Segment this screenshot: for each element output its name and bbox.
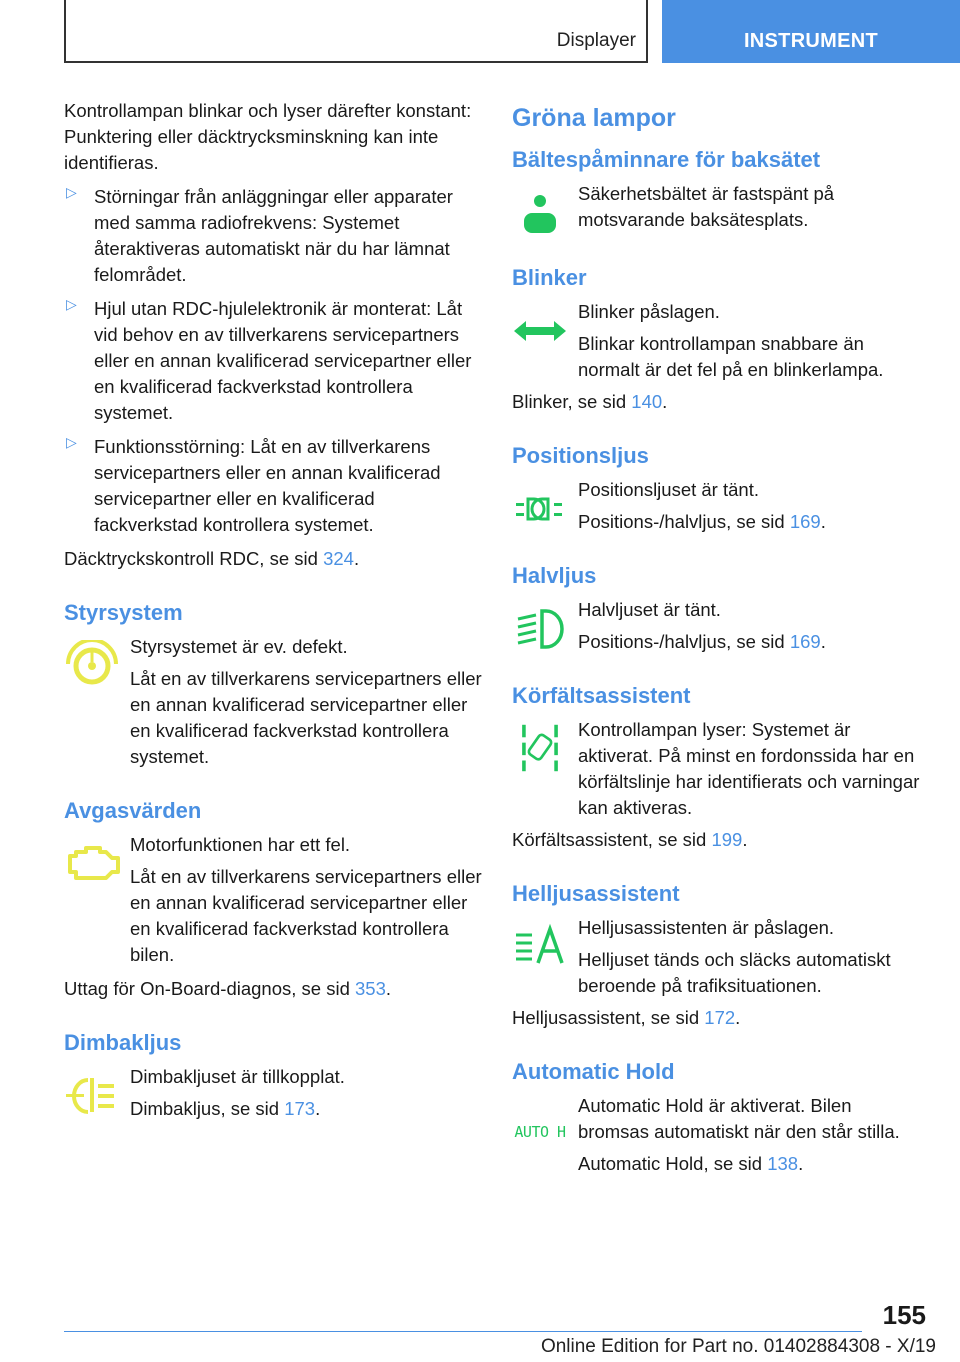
- header-tab-instrument[interactable]: INSTRUMENT: [662, 0, 960, 63]
- dimbakljus-block: Dimbakljuset är tillkopplat. Dimbakljus, se sid 173.: [64, 1064, 482, 1122]
- avgas-block: Motorfunktionen har ett fel. Låt en av tillverkarens servicepartners eller en annan kvalificerad servicepartner eller en kvalificerad fackverkstad kontrollera bilen.: [64, 832, 482, 968]
- halv-reference: Positions-/halvljus, se sid 169.: [578, 631, 826, 652]
- low-beam-icon: [512, 603, 568, 653]
- korf-reference: Körfältsassistent, se sid 199.: [512, 829, 748, 850]
- korfalt-block: Kontrollampan lyser: Systemet är aktiverat. På minst en fordonssida har en körfältslinje har identifierats och varningar kan aktiveras.: [512, 717, 922, 821]
- helljus-block: Helljusassistenten är påslagen. Helljuset tänds och släcks automatiskt beroende på trafiksituationen.: [512, 915, 922, 999]
- high-beam-assist-icon: [512, 921, 568, 971]
- auto-hold-icon: AUTO H: [514, 1123, 566, 1141]
- section-title-helljus: Helljusassistent: [512, 881, 680, 906]
- blinker-block: Blinker påslagen. Blinkar kontrollampan snabbare än normalt är det fel på en blinkerlampa.: [512, 299, 922, 383]
- section-title-dimbakljus: Dimbakljus: [64, 1030, 182, 1055]
- page-link[interactable]: 199: [711, 829, 743, 850]
- left-column: [64, 98, 482, 1128]
- styrsystem-block: Styrsystemet är ev. defekt. Låt en av tillverkarens servicepartners eller en annan kvalificerad servicepartner eller en kvalificerad fackverkstad kontrollera systemet.: [64, 634, 482, 770]
- triangle-bullet-icon: ▷: [66, 296, 77, 312]
- seatbelt-person-icon: [512, 187, 568, 237]
- page-link[interactable]: 173: [284, 1098, 316, 1119]
- section-title-korfalt: Körfältsassistent: [512, 683, 691, 708]
- section-title-automatic-hold: Automatic Hold: [512, 1059, 675, 1084]
- page-link[interactable]: 140: [631, 391, 663, 412]
- positionsljus-block: Positionsljuset är tänt. Positions-/halvljus, se sid 169.: [512, 477, 922, 535]
- page-number: 155: [882, 1300, 926, 1330]
- page-link[interactable]: 169: [789, 631, 821, 652]
- automatic-hold-block: AUTO H Automatic Hold är aktiverat. Bilen bromsas automatiskt när den står stilla. Automatic Hold, se sid 138.: [512, 1093, 922, 1177]
- section-title-blinker: Blinker: [512, 265, 587, 290]
- triangle-bullet-icon: ▷: [66, 184, 77, 200]
- page-link[interactable]: 169: [789, 511, 821, 532]
- footer-edition: Online Edition for Part no. 01402884308 - X/19: [540, 1336, 936, 1357]
- triangle-bullet-icon: ▷: [66, 434, 77, 450]
- dimb-reference: Dimbakljus, se sid 173.: [130, 1098, 321, 1119]
- page-heading: Gröna lampor: [512, 104, 676, 132]
- page-link[interactable]: 138: [767, 1153, 799, 1174]
- position-light-icon: [512, 483, 568, 533]
- page-link[interactable]: 353: [355, 978, 386, 999]
- steering-warning-icon: [64, 640, 120, 690]
- intro-text: Kontrollampan blinkar och lyser därefter konstant: Punktering eller däcktrycksminskning kan inte identifieras.: [64, 100, 472, 173]
- section-title-styrsystem: Styrsystem: [64, 600, 183, 625]
- obd-reference: Uttag för On-Board-diagnos, se sid 353.: [64, 978, 392, 999]
- engine-warning-icon: [64, 838, 120, 888]
- section-title-avgasvarden: Avgasvärden: [64, 798, 202, 823]
- blinker-reference: Blinker, se sid 140.: [512, 391, 668, 412]
- page-link[interactable]: 324: [323, 548, 354, 569]
- section-title-positionsljus: Positionsljus: [512, 443, 649, 468]
- right-column: [512, 98, 922, 1183]
- auto-reference: Automatic Hold, se sid 138.: [578, 1153, 804, 1174]
- hell-reference: Helljusassistent, se sid 172.: [512, 1007, 741, 1028]
- footer-divider: [64, 1331, 862, 1332]
- rear-fog-light-icon: [64, 1070, 120, 1120]
- lane-assist-icon: [512, 723, 568, 773]
- list-item: ▷ Hjul utan RDC-hjulelektronik är monterat: Låt vid behov en av tillverkarens servicepartners eller en annan kvalificerad servicepartner eller en kvalificerad fackverkstad kontrollera systemet.: [66, 296, 472, 423]
- list-item: ▷ Störningar från anläggningar eller apparater med samma radiofrekvens: Systemet återaktiveras automatiskt när du har lämnat felområdet.: [66, 184, 453, 285]
- halvljus-block: Halvljuset är tänt. Positions-/halvljus, se sid 169.: [512, 597, 922, 655]
- turn-signal-arrows-icon: [512, 305, 568, 355]
- page-link[interactable]: 172: [704, 1007, 736, 1028]
- section-title-halvljus: Halvljus: [512, 563, 597, 588]
- balte-block: Säkerhetsbältet är fastspänt på motsvarande baksätesplats.: [512, 181, 922, 237]
- pos-reference: Positions-/halvljus, se sid 169.: [578, 511, 826, 532]
- rdc-reference: Däcktryckskontroll RDC, se sid 324.: [64, 548, 360, 569]
- list-item: ▷ Funktionsstörning: Låt en av tillverkarens servicepartners eller en annan kvalificerad servicepartner eller en kvalificerad fackverkstad kontrollera systemet.: [66, 434, 441, 535]
- header-section: Displayer: [556, 30, 636, 51]
- section-title-balte: Bältespåminnare för baksätet: [512, 147, 821, 172]
